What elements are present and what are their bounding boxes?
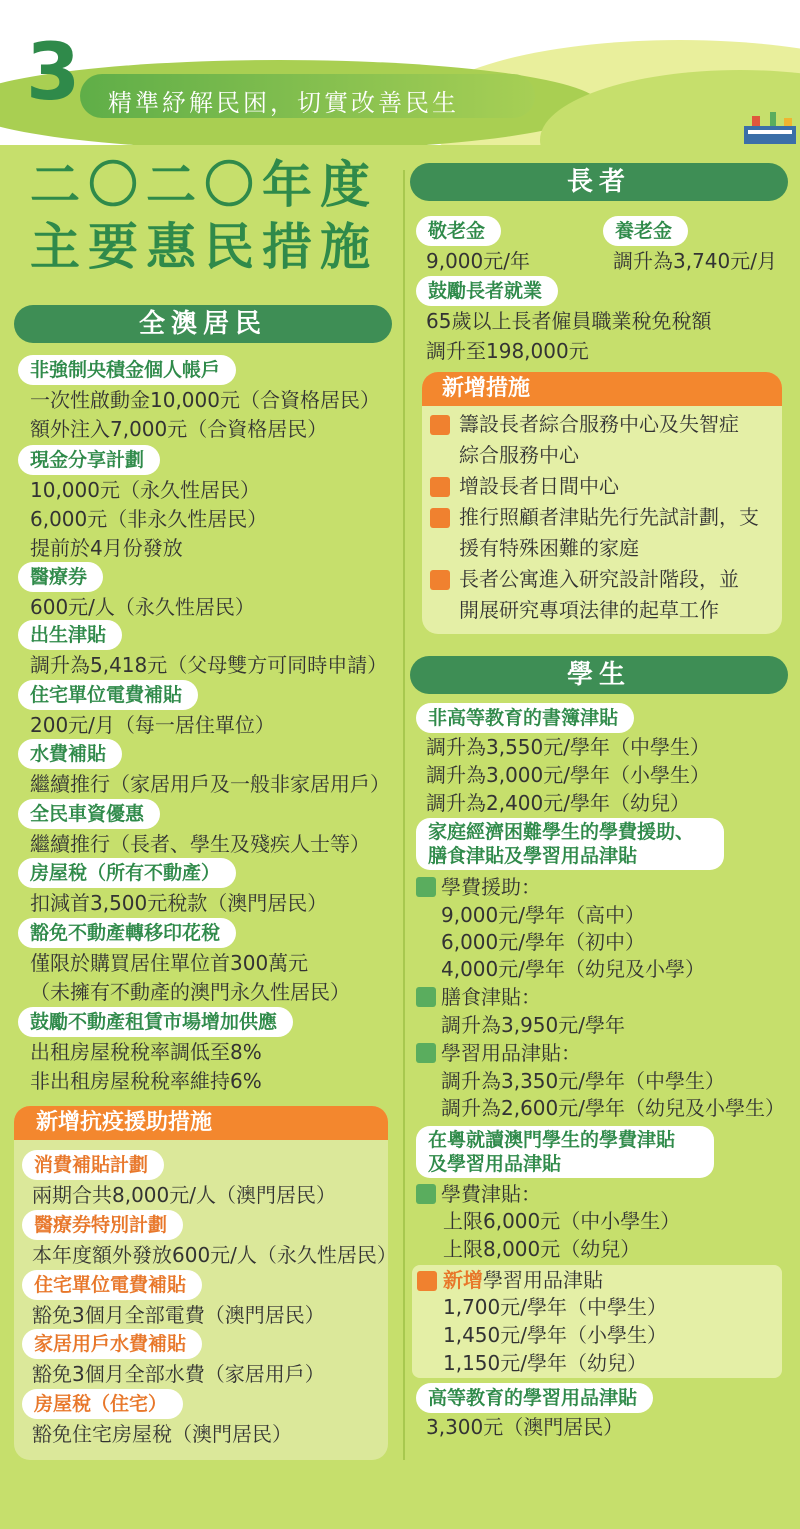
hardship-aid-line: 家庭經濟困難學生的學費援助、 [428, 821, 695, 843]
orange-bullet [430, 570, 450, 590]
new-supplies-line: 1,700元/學年（中學生） [443, 1295, 667, 1319]
building-icon [740, 108, 800, 144]
anti-item-line: 豁免住宅房屋稅（澳門居民） [32, 1422, 292, 1446]
residents-item-label: 房屋稅（所有不動產） [18, 858, 236, 888]
elder-new-measure-line: 推行照顧者津貼先行先試計劃，支 [459, 505, 759, 529]
orange-bullet [430, 477, 450, 497]
textbook-allowance-line: 調升為3,000元/學年（小學生） [426, 763, 710, 787]
elder-allowance-label: 敬老金 [416, 216, 501, 246]
hardship-aid-line: 4,000元/學年（幼兒及小學） [441, 957, 705, 981]
residents-item-line: 額外注入7,000元（合資格居民） [30, 417, 328, 441]
new-supplies-title: 學習用品津貼 [483, 1268, 603, 1292]
anti-item-label: 住宅單位電費補貼 [22, 1270, 202, 1300]
elder-employment-label: 鼓勵長者就業 [416, 276, 558, 306]
main-title-line1: 二〇二〇年度 [30, 156, 378, 214]
anti-item-label: 房屋稅（住宅） [22, 1389, 183, 1419]
anti-item-label: 家居用戶水費補貼 [22, 1329, 202, 1359]
hardship-aid-line: 調升為2,600元/學年（幼兒及小學生） [441, 1096, 785, 1120]
residents-item-line: 扣減首3,500元稅款（澳門居民） [30, 891, 328, 915]
guangdong-aid-line: 上限6,000元（中小學生） [443, 1209, 681, 1233]
residents-item-label: 全民車資優惠 [18, 799, 160, 829]
textbook-allowance-line: 調升為2,400元/學年（幼兒） [426, 791, 690, 815]
residents-item-line: （未擁有不動產的澳門永久性居民） [30, 980, 350, 1004]
anti-item-line: 豁免3個月全部水費（家居用戶） [32, 1362, 325, 1386]
elder-new-measure-line: 籌設長者綜合服務中心及失智症 [459, 412, 739, 436]
higher-ed-supplies-value: 3,300元（澳門居民） [426, 1415, 624, 1439]
residents-item-line: 非出租房屋稅稅率維持6% [30, 1069, 262, 1093]
higher-ed-supplies-label: 高等教育的學習用品津貼 [416, 1383, 653, 1413]
column-divider [403, 170, 405, 1460]
elder-new-measures-heading: 新增措施 [422, 372, 782, 406]
elder-new-measure-line: 援有特殊困難的家庭 [459, 536, 639, 560]
elder-new-measure-line: 綜合服務中心 [459, 443, 579, 467]
residents-item-label: 鼓勵不動產租賃市場增加供應 [18, 1007, 293, 1037]
residents-item-line: 600元/人（永久性居民） [30, 595, 255, 619]
elder-allowance-value: 9,000元/年 [426, 249, 530, 273]
anti-item-line: 本年度額外發放600元/人（永久性居民） [32, 1243, 397, 1267]
hardship-aid-label [416, 818, 724, 870]
residents-item-line: 僅限於購買居住單位首300萬元 [30, 951, 309, 975]
green-bullet [416, 1184, 436, 1204]
hardship-aid-line: 調升為3,350元/學年（中學生） [441, 1069, 725, 1093]
hardship-aid-line: 膳食津貼及學習用品津貼 [428, 845, 638, 867]
residents-item-line: 6,000元（非永久性居民） [30, 507, 268, 531]
residents-item-label: 醫療券 [18, 562, 103, 592]
green-bullet [416, 987, 436, 1007]
elder-new-measure-line: 增設長者日間中心 [459, 474, 619, 498]
header-title: 精準紓解民困，切實改善民生 [108, 89, 459, 117]
textbook-allowance-line: 調升為3,550元/學年（中學生） [426, 735, 710, 759]
main-title-line2: 主要惠民措施 [30, 218, 378, 276]
green-bullet [416, 877, 436, 897]
new-supplies-line: 1,150元/學年（幼兒） [443, 1351, 647, 1375]
elder-new-measure-line: 長者公寓進入研究設計階段，並 [459, 567, 739, 591]
residents-item-line: 200元/月（每一居住單位） [30, 713, 275, 737]
section-heading-student: 學生 [410, 656, 788, 694]
orange-bullet [430, 508, 450, 528]
residents-item-label: 現金分享計劃 [18, 445, 160, 475]
pension-value: 調升為3,740元/月 [613, 249, 777, 273]
anti-item-label: 消費補貼計劃 [22, 1150, 164, 1180]
elder-employment-line: 65歲以上長者僱員職業稅免稅額 [426, 309, 712, 333]
hardship-aid-heading: 膳食津貼： [441, 985, 541, 1009]
anti-item-line: 兩期合共8,000元/人（澳門居民） [32, 1183, 336, 1207]
residents-item-label: 豁免不動產轉移印花稅 [18, 918, 236, 948]
section-heading-residents: 全澳居民 [14, 305, 392, 343]
residents-item-line: 繼續推行（長者、學生及殘疾人士等） [30, 832, 370, 856]
new-supplies-line: 1,450元/學年（小學生） [443, 1323, 667, 1347]
elder-new-measure-line: 開展研究專項法律的起草工作 [459, 598, 719, 622]
orange-bullet [417, 1271, 437, 1291]
residents-item-line: 調升為5,418元（父母雙方可同時申請） [30, 653, 388, 677]
hardship-aid-heading: 學習用品津貼： [441, 1041, 581, 1065]
guangdong-aid-line: 在粵就讀澳門學生的學費津貼 [428, 1129, 676, 1151]
hardship-aid-line: 調升為3,950元/學年 [441, 1013, 625, 1037]
green-bullet [416, 1043, 436, 1063]
page-header [0, 0, 800, 145]
new-supplies-heading [443, 1266, 603, 1294]
residents-item-line: 一次性啟動金10,000元（合資格居民） [30, 388, 380, 412]
hardship-aid-heading: 學費援助： [441, 875, 541, 899]
residents-item-label: 住宅單位電費補貼 [18, 680, 198, 710]
residents-item-line: 出租房屋稅稅率調低至8% [30, 1040, 262, 1064]
residents-item-label: 非強制央積金個人帳戶 [18, 355, 236, 385]
elder-employment-line: 調升至198,000元 [426, 339, 589, 363]
anti-item-label: 醫療券特別計劃 [22, 1210, 183, 1240]
textbook-allowance-label: 非高等教育的書簿津貼 [416, 703, 634, 733]
section-number: 3 [26, 28, 81, 118]
hardship-aid-line: 9,000元/學年（高中） [441, 903, 645, 927]
residents-item-line: 提前於4月份發放 [30, 536, 183, 560]
anti-epidemic-heading: 新增抗疫援助措施 [14, 1106, 388, 1140]
hardship-aid-line: 6,000元/學年（初中） [441, 930, 645, 954]
residents-item-label: 水費補貼 [18, 739, 122, 769]
residents-item-label: 出生津貼 [18, 620, 122, 650]
new-tag: 新增 [443, 1268, 483, 1292]
guangdong-aid-heading: 學費津貼： [441, 1182, 541, 1206]
residents-item-line: 10,000元（永久性居民） [30, 478, 260, 502]
pension-label: 養老金 [603, 216, 688, 246]
orange-bullet [430, 415, 450, 435]
guangdong-aid-line: 及學習用品津貼 [428, 1153, 562, 1175]
guangdong-aid-label [416, 1126, 714, 1178]
anti-item-line: 豁免3個月全部電費（澳門居民） [32, 1303, 325, 1327]
section-heading-elder: 長者 [410, 163, 788, 201]
residents-item-line: 繼續推行（家居用戶及一般非家居用戶） [30, 772, 390, 796]
guangdong-aid-line: 上限8,000元（幼兒） [443, 1237, 641, 1261]
